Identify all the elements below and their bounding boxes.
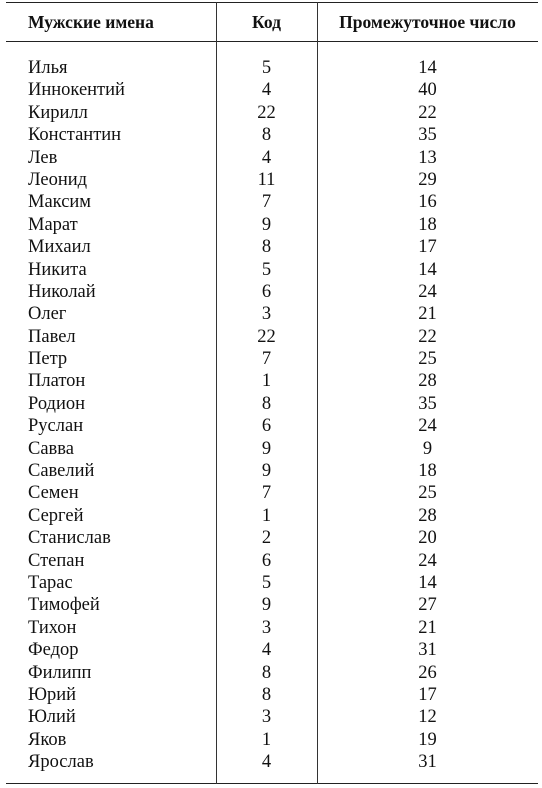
table-row <box>0 527 542 549</box>
intermediate-number-cell: 22 <box>418 102 437 123</box>
name-cell: Константин <box>28 125 122 146</box>
name-cell: Николай <box>28 281 96 302</box>
table-row <box>0 214 542 236</box>
code-cell: 2 <box>261 528 272 549</box>
intermediate-number-cell: 14 <box>418 259 437 280</box>
table-row <box>0 617 542 639</box>
header-names: Мужские имена <box>28 12 154 32</box>
name-cell: Савелий <box>28 461 95 482</box>
name-cell: Тихон <box>28 617 77 638</box>
name-cell: Филипп <box>28 662 92 683</box>
code-cell: 4 <box>261 752 272 773</box>
code-cell: 7 <box>261 349 272 370</box>
intermediate-number-cell: 31 <box>418 752 437 773</box>
intermediate-number-cell: 35 <box>418 393 437 414</box>
name-cell: Юрий <box>28 684 77 705</box>
code-cell: 9 <box>261 461 272 482</box>
intermediate-number-cell: 40 <box>418 80 437 101</box>
code-cell: 9 <box>261 438 272 459</box>
table-row <box>0 438 542 460</box>
intermediate-number-cell: 9 <box>422 438 433 459</box>
name-cell: Федор <box>28 640 79 661</box>
name-cell: Сергей <box>28 505 84 526</box>
intermediate-number-cell: 24 <box>418 550 437 571</box>
code-cell: 7 <box>261 483 272 504</box>
table-bottom-rule <box>6 783 538 784</box>
table-row <box>0 102 542 124</box>
intermediate-number-cell: 18 <box>418 214 437 235</box>
code-cell: 8 <box>261 125 272 146</box>
name-cell: Марат <box>28 214 78 235</box>
table-top-rule <box>6 2 538 3</box>
table-row <box>0 124 542 146</box>
name-cell: Лев <box>28 147 58 168</box>
intermediate-number-cell: 26 <box>418 662 437 683</box>
intermediate-number-cell: 27 <box>418 595 437 616</box>
table-row <box>0 751 542 773</box>
name-cell: Савва <box>28 438 74 459</box>
intermediate-number-cell: 35 <box>418 125 437 146</box>
name-cell: Платон <box>28 371 86 392</box>
name-cell: Илья <box>28 58 68 78</box>
code-cell: 5 <box>261 259 272 280</box>
header-code: Код <box>252 12 281 32</box>
name-cell: Леонид <box>28 169 88 190</box>
table-row <box>0 147 542 169</box>
name-cell: Никита <box>28 259 87 280</box>
table-row <box>0 550 542 572</box>
table-row <box>0 505 542 527</box>
name-cell: Ярослав <box>28 752 94 773</box>
intermediate-number-cell: 17 <box>418 684 437 705</box>
intermediate-number-cell: 28 <box>418 371 437 392</box>
code-cell: 4 <box>261 640 272 661</box>
table-row <box>0 281 542 303</box>
name-cell: Руслан <box>28 416 84 437</box>
name-cell: Тимофей <box>28 595 100 616</box>
name-cell: Яков <box>28 729 67 750</box>
code-cell: 8 <box>261 237 272 258</box>
table-row <box>0 191 542 213</box>
table-row <box>0 57 542 79</box>
code-cell: 4 <box>261 80 272 101</box>
code-cell: 22 <box>257 102 276 123</box>
intermediate-number-cell: 29 <box>418 169 437 190</box>
code-cell: 9 <box>261 595 272 616</box>
header-intermediate-number: Промежуточное число <box>339 12 516 32</box>
name-cell: Родион <box>28 393 86 414</box>
table-row <box>0 370 542 392</box>
intermediate-number-cell: 18 <box>418 461 437 482</box>
table-row <box>0 348 542 370</box>
code-cell: 11 <box>257 169 276 190</box>
name-cell: Станислав <box>28 528 111 549</box>
intermediate-number-cell: 25 <box>418 483 437 504</box>
table-row <box>0 415 542 437</box>
intermediate-number-cell: 14 <box>418 572 437 593</box>
intermediate-number-cell: 31 <box>418 640 437 661</box>
intermediate-number-cell: 24 <box>418 416 437 437</box>
name-cell: Тарас <box>28 572 73 593</box>
table-row <box>0 662 542 684</box>
name-cell: Михаил <box>28 237 91 258</box>
table-row <box>0 639 542 661</box>
code-cell: 9 <box>261 214 272 235</box>
name-cell: Олег <box>28 304 67 325</box>
code-cell: 7 <box>261 192 272 213</box>
code-cell: 8 <box>261 393 272 414</box>
name-cell: Иннокентий <box>28 80 125 101</box>
name-cell: Петр <box>28 349 68 370</box>
code-cell: 5 <box>261 58 272 78</box>
intermediate-number-cell: 25 <box>418 349 437 370</box>
intermediate-number-cell: 20 <box>418 528 437 549</box>
table-row <box>0 572 542 594</box>
code-cell: 3 <box>261 707 272 728</box>
table-row <box>0 169 542 191</box>
code-cell: 5 <box>261 572 272 593</box>
code-cell: 1 <box>261 505 272 526</box>
table-row <box>0 684 542 706</box>
table-row <box>0 729 542 751</box>
intermediate-number-cell: 13 <box>418 147 437 168</box>
table-row <box>0 303 542 325</box>
table-body <box>0 57 542 774</box>
code-cell: 6 <box>261 416 272 437</box>
name-cell: Максим <box>28 192 92 213</box>
intermediate-number-cell: 28 <box>418 505 437 526</box>
table-row <box>0 259 542 281</box>
name-cell: Степан <box>28 550 85 571</box>
code-cell: 3 <box>261 617 272 638</box>
table-header-rule <box>6 41 538 42</box>
code-cell: 6 <box>261 550 272 571</box>
intermediate-number-cell: 16 <box>418 192 437 213</box>
code-cell: 8 <box>261 662 272 683</box>
table-row <box>0 706 542 728</box>
name-cell: Павел <box>28 326 76 347</box>
table-row <box>0 79 542 101</box>
intermediate-number-cell: 21 <box>418 617 437 638</box>
table-row <box>0 393 542 415</box>
code-cell: 6 <box>261 281 272 302</box>
code-cell: 3 <box>261 304 272 325</box>
table-row <box>0 236 542 258</box>
intermediate-number-cell: 19 <box>418 729 437 750</box>
code-cell: 22 <box>257 326 276 347</box>
intermediate-number-cell: 21 <box>418 304 437 325</box>
table-row <box>0 482 542 504</box>
intermediate-number-cell: 12 <box>418 707 437 728</box>
code-cell: 8 <box>261 684 272 705</box>
intermediate-number-cell: 24 <box>418 281 437 302</box>
intermediate-number-cell: 17 <box>418 237 437 258</box>
table-row <box>0 326 542 348</box>
code-cell: 1 <box>261 371 272 392</box>
name-cell: Кирилл <box>28 102 88 123</box>
table-row <box>0 460 542 482</box>
intermediate-number-cell: 22 <box>418 326 437 347</box>
code-cell: 1 <box>261 729 272 750</box>
name-cell: Семен <box>28 483 79 504</box>
table-row <box>0 594 542 616</box>
code-cell: 4 <box>261 147 272 168</box>
intermediate-number-cell: 14 <box>418 58 437 78</box>
name-cell: Юлий <box>28 707 76 728</box>
